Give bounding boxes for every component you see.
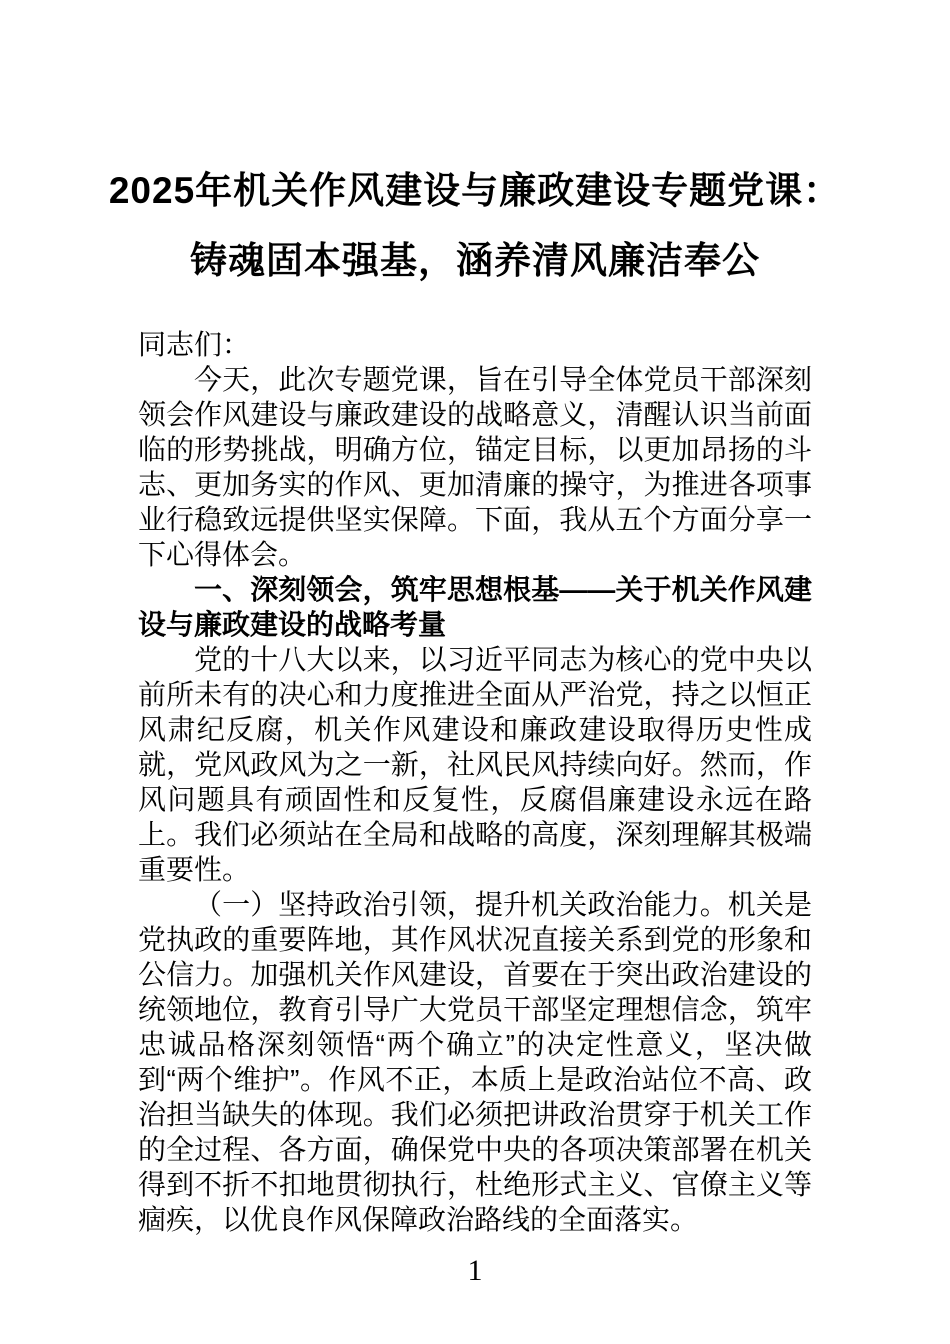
- title-line-2: 铸魂固本强基，涵养清风廉洁奉公: [190, 240, 760, 281]
- document-title: [55, 156, 895, 296]
- paragraph-section1-overview: 党的十八大以来，以习近平同志为核心的党中央以前所未有的决心和力度推进全面从严治党，持之以恒正风肃纪反腐，机关作风建设和廉政建设取得历史性成就，党风政风为之一新，社风民风持续向好。然而，作风问题具有顽固性和反复性，反腐倡廉建设永远在路上。我们必须站在全局和战略的高度，深刻理解其极端重要性。: [138, 644, 812, 885]
- section-heading-1: 一、深刻领会，筑牢思想根基——关于机关作风建设与廉政建设的战略考量: [138, 574, 812, 640]
- paragraph-intro: 今天，此次专题党课，旨在引导全体党员干部深刻领会作风建设与廉政建设的战略意义，清醒认识当前面临的形势挑战，明确方位，锚定目标，以更加昂扬的斗志、更加务实的作风、更加清廉的操守，为推进各项事业行稳致远提供坚实保障。下面，我从五个方面分享一下心得体会。: [138, 364, 812, 570]
- salutation: 同志们：: [138, 329, 251, 360]
- title-line-1: 2025年机关作风建设与廉政建设专题党课：: [108, 170, 842, 211]
- page-number: 1: [467, 1254, 483, 1287]
- paragraph-subsection-1-1: （一）坚持政治引领，提升机关政治能力。机关是党执政的重要阵地，其作风状况直接关系到党的形象和公信力。加强机关作风建设，首要在于突出政治建设的统领地位，教育引导广大党员干部坚定理想信念，筑牢忠诚品格深刻领悟“两个确立”的决定性意义，坚决做到“两个维护”。作风不正，本质上是政治站位不高、政治担当缺失的体现。我们必须把讲政治贯穿于机关工作的全过程、各方面，确保党中央的各项决策部署在机关得到不折不扣地贯彻执行，杜绝形式主义、官僚主义等痼疾，以优良作风保障政治路线的全面落实。: [138, 889, 812, 1235]
- document-body: [138, 327, 812, 1237]
